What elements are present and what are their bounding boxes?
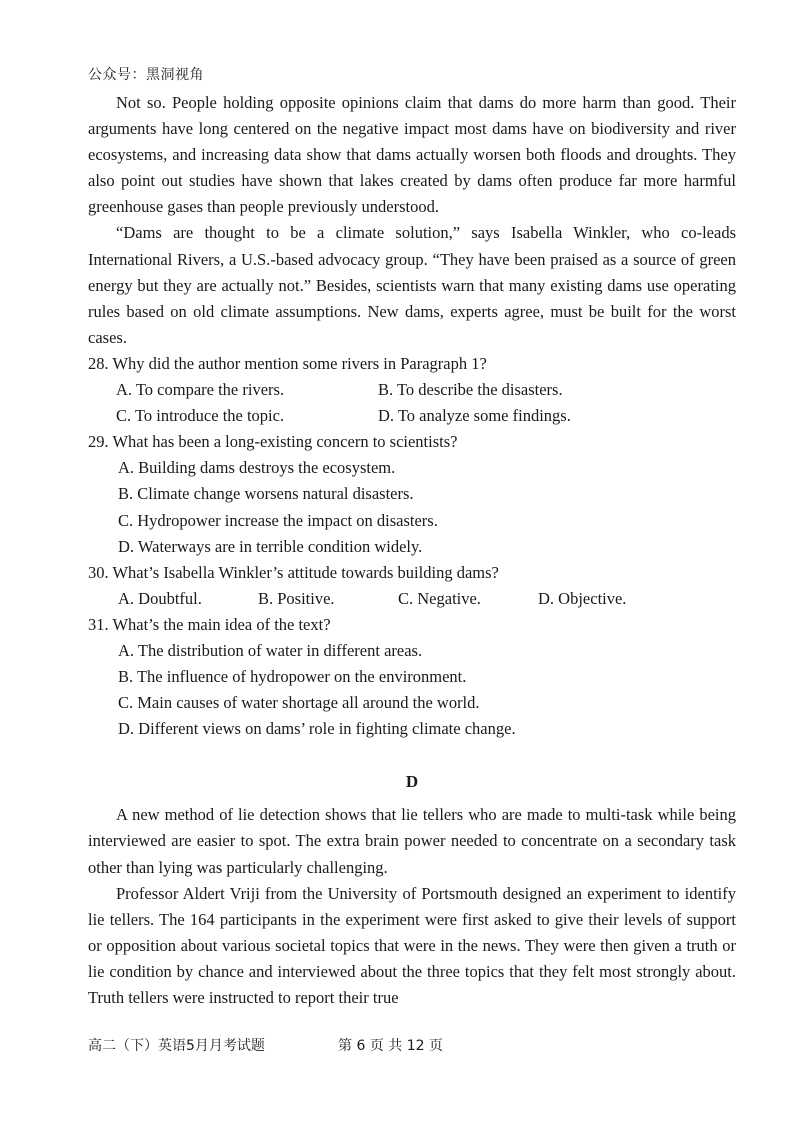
option-d: D. To analyze some findings. xyxy=(378,406,571,426)
option-c: C. Hydropower increase the impact on disasters. xyxy=(118,510,438,530)
question-28-stem: 28. Why did the author mention some rivers in Paragraph 1? xyxy=(88,353,487,373)
option-a: A. To compare the rivers. xyxy=(116,380,285,400)
question-30-stem: 30. What’s Isabella Winkler’s attitude towards building dams? xyxy=(88,562,499,582)
option-c: C. Main causes of water shortage all around the world. xyxy=(118,693,480,713)
option-b: B. The influence of hydropower on the environment. xyxy=(118,667,467,687)
option-d: D. Objective. xyxy=(538,588,627,608)
option-b: B. To describe the disasters. xyxy=(378,380,563,400)
option-d: D. Different views on dams’ role in fighting climate change. xyxy=(118,719,516,739)
question-29-options xyxy=(118,455,736,559)
passage-c-paragraph: Not so. People holding opposite opinions claim that dams do more harm than good. Their arguments have long centered on the negative impact most dams have on biodiversity and river ecosystems, and increasing data show that dams actually worsen both floods and droughts. They also point out studies have shown that lakes created by dams often produce far more harmful greenhouse gases than people previously understood. xyxy=(88,93,736,217)
section-d-paragraph: A new method of lie detection shows that lie tellers who are made to multi-task while being interviewed are easier to spot. The extra brain power needed to concentrate on a secondary task other than lying was particularly challenging. xyxy=(88,805,736,877)
option-a: A. Building dams destroys the ecosystem. xyxy=(118,458,396,478)
question-28-options xyxy=(116,403,736,429)
question-29-stem: 29. What has been a long-existing concern to scientists? xyxy=(88,432,458,452)
section-d-title: D xyxy=(405,772,419,792)
option-b: B. Climate change worsens natural disasters. xyxy=(118,484,414,504)
passage-c-paragraph: “Dams are thought to be a climate solution,” says Isabella Winkler, who co-leads International Rivers, a U.S.-based advocacy group. “They have been praised as a source of green energy but they are actually not.” Besides, scientists warn that many existing dams use operating rules based on old climate assumptions. New dams, experts agree, must be built for the worst cases. xyxy=(88,223,736,347)
option-a: A. Doubtful. xyxy=(118,588,202,608)
page-content xyxy=(88,90,736,1011)
option-b: B. Positive. xyxy=(258,588,335,608)
option-a: A. The distribution of water in different areas. xyxy=(118,640,423,660)
footer-page-number: 第 6 页 共 12 页 xyxy=(338,1038,443,1054)
page-footer xyxy=(88,1035,443,1055)
footer-exam-title: 高二（下）英语5月月考试题 xyxy=(88,1038,265,1054)
question-31-stem: 31. What’s the main idea of the text? xyxy=(88,614,331,634)
option-d: D. Waterways are in terrible condition widely. xyxy=(118,536,423,556)
option-c: C. To introduce the topic. xyxy=(116,406,285,426)
question-28-options xyxy=(116,377,736,403)
section-d-paragraph: Professor Aldert Vriji from the University of Portsmouth designed an experiment to identify lie tellers. The 164 participants in the experiment were first asked to give their levels of support or opposition about various societal topics that were in the news. They were then given a truth or lie condition by chance and interviewed about the three topics that they felt most strongly about. Truth tellers were instructed to report their true xyxy=(88,883,736,1007)
question-30-options xyxy=(118,586,736,612)
question-31-options xyxy=(118,638,736,742)
option-c: C. Negative. xyxy=(398,588,481,608)
header-note: 公众号：黑洞视角 xyxy=(88,67,204,83)
